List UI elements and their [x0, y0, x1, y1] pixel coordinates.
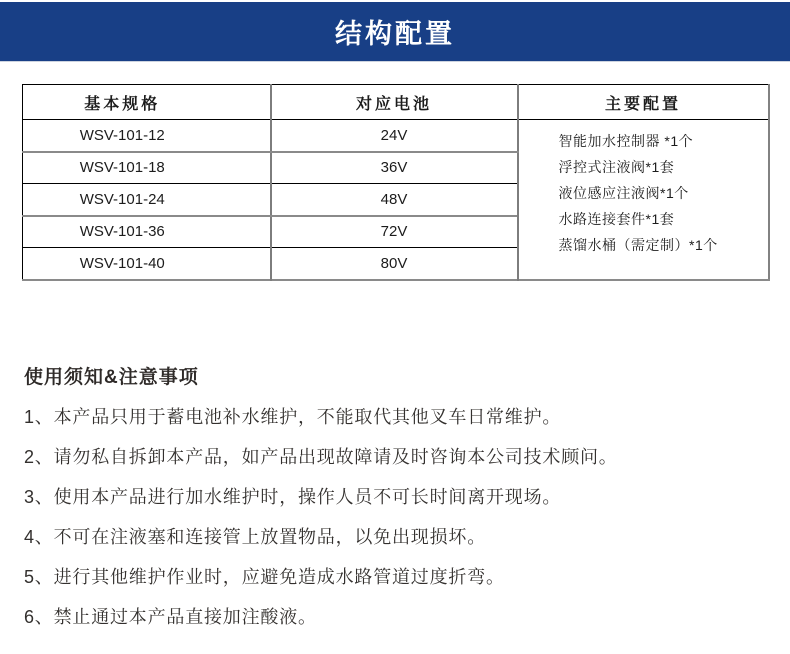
note-item: 4、不可在注液塞和连接管上放置物品，以免出现损坏。 — [24, 527, 487, 547]
note-item: 1、本产品只用于蓄电池补水维护，不能取代其他叉车日常维护。 — [24, 407, 562, 427]
main-config-cell — [518, 120, 769, 280]
config-list — [519, 120, 768, 258]
battery-cell: 36V — [271, 152, 518, 184]
column-header-spec: 基本规格 — [23, 85, 271, 120]
column-header-config: 主要配置 — [518, 85, 769, 120]
battery-cell: 24V — [271, 120, 518, 152]
spec-table — [22, 84, 770, 281]
notes-heading: 使用须知&注意事项 — [24, 367, 199, 388]
section-banner — [0, 2, 790, 62]
spec-cell: WSV-101-24 — [23, 184, 271, 216]
config-item: 液位感应注液阀*1个 — [558, 185, 689, 201]
note-item: 3、使用本产品进行加水维护时，操作人员不可长时间离开现场。 — [24, 487, 562, 507]
spec-cell: WSV-101-18 — [23, 152, 271, 184]
notes-section — [24, 362, 768, 626]
note-item: 5、进行其他维护作业时，应避免造成水路管道过度折弯。 — [24, 567, 505, 587]
battery-cell: 80V — [271, 248, 518, 280]
note-item: 6、禁止通过本产品直接加注酸液。 — [24, 607, 317, 627]
spec-cell: WSV-101-40 — [79, 254, 165, 272]
config-item: 智能加水控制器 *1个 — [558, 133, 694, 149]
config-item: 蒸馏水桶（需定制）*1个 — [558, 237, 718, 253]
note-item: 2、请勿私自拆卸本产品，如产品出现故障请及时咨询本公司技术顾问。 — [24, 447, 618, 467]
spec-cell: WSV-101-36 — [23, 216, 271, 248]
section-title: 结构配置 — [335, 19, 455, 49]
spec-cell: WSV-101-12 — [23, 120, 271, 152]
config-item: 浮控式注液阀*1套 — [558, 159, 675, 175]
table-row — [23, 120, 769, 152]
table-header-row — [23, 85, 769, 120]
config-item: 水路连接套件*1套 — [558, 211, 675, 227]
battery-cell: 48V — [271, 184, 518, 216]
column-header-battery: 对应电池 — [271, 85, 518, 120]
battery-cell: 72V — [271, 216, 518, 248]
